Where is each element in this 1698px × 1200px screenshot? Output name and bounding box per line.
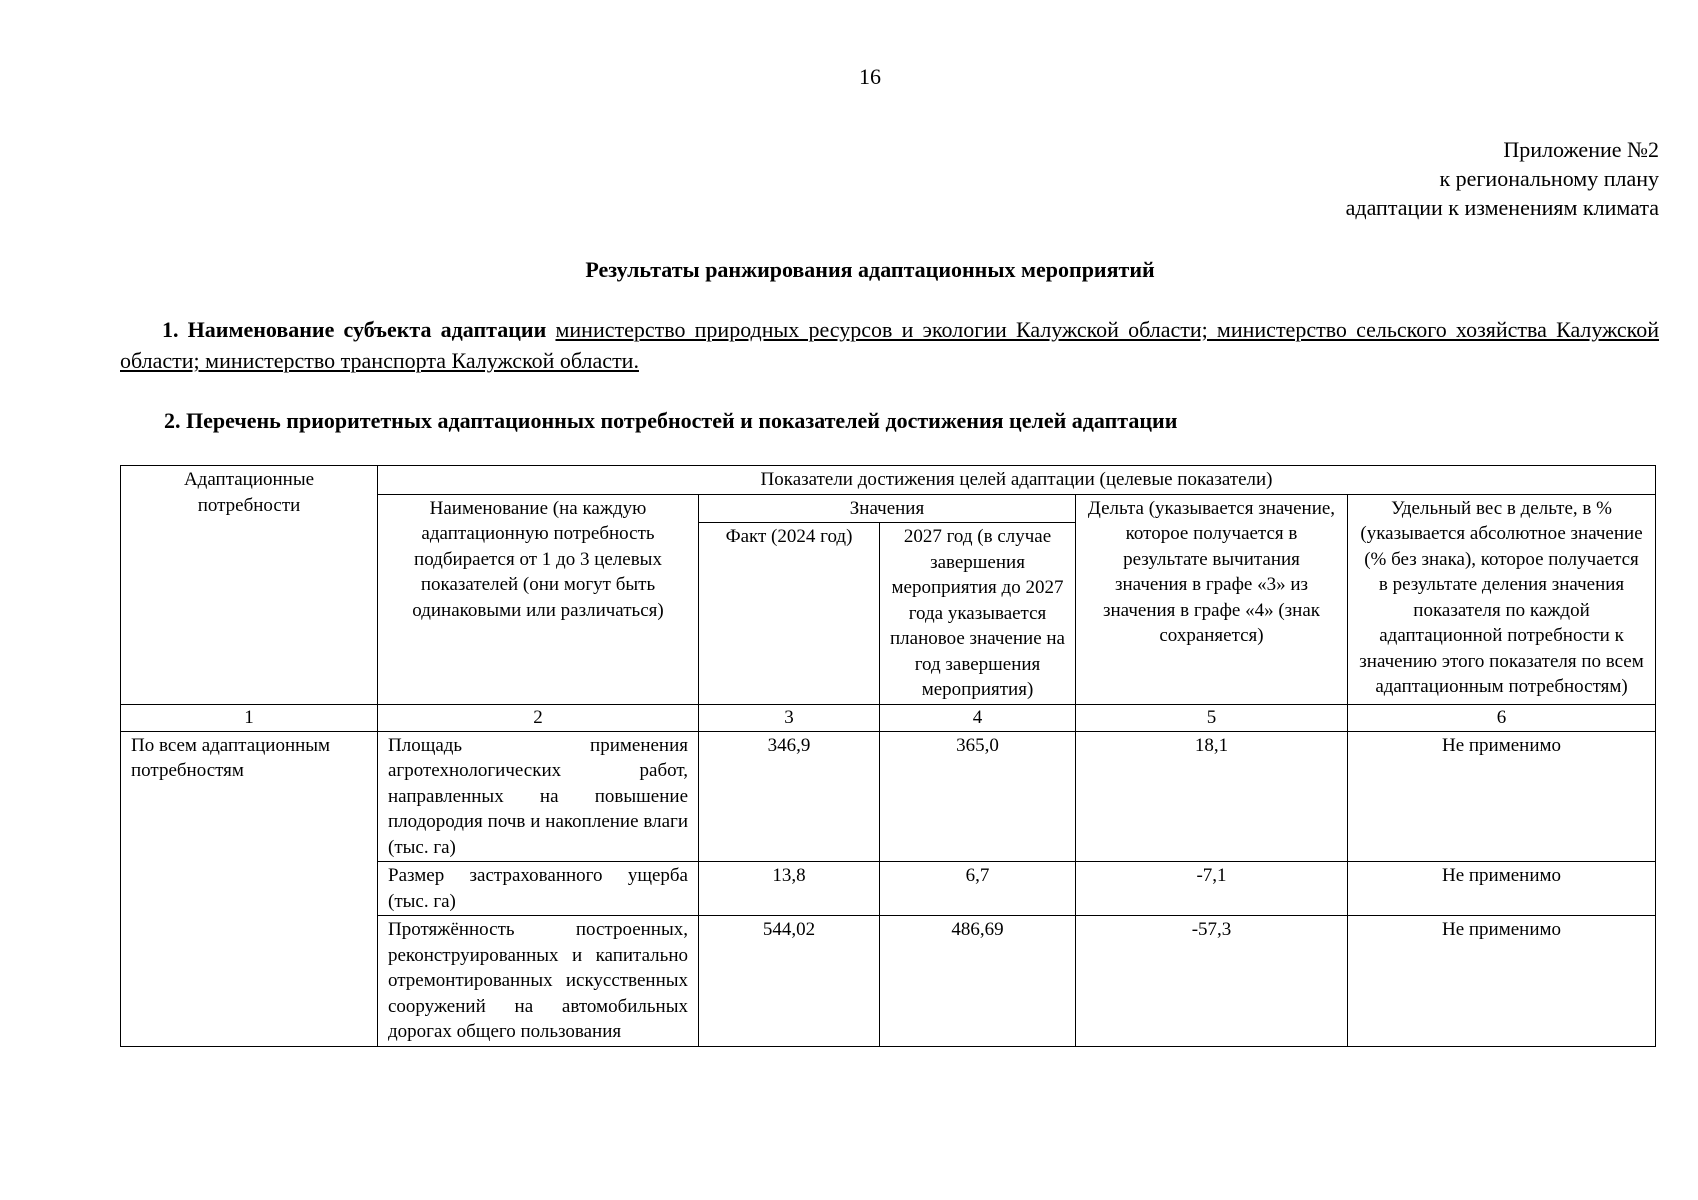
column-number: 2 <box>378 704 699 731</box>
adaptation-need-cell: По всем адаптационным потребностям <box>121 731 378 1046</box>
indicator-name-cell: Протяжённость построенных, реконструированных и капитально отремонтированных искусственных сооружений на автомобильных дорогах общего пользования <box>378 916 699 1047</box>
header-adaptation-needs: Адаптационные потребности <box>121 466 378 705</box>
section-1-value: министерство природных ресурсов и экологии Калужской области; министерство сельского хозяйства Калужской области; министерство транспорта Калужской области. <box>120 317 1660 373</box>
fact-value-cell: 544,02 <box>699 916 880 1047</box>
indicator-name-cell: Площадь применения агротехнологических работ, направленных на повышение плодородия почв и накопление влаги (тыс. га) <box>378 731 699 862</box>
table-row <box>121 731 1656 862</box>
column-number: 6 <box>1348 704 1656 731</box>
header-delta: Дельта (указывается значение, которое получается в результате вычитания значения в графе «3» из значения в графе «4» (знак сохраняется) <box>1076 494 1348 704</box>
appendix-block <box>1346 135 1659 222</box>
column-number: 3 <box>699 704 880 731</box>
delta-value-cell: -57,3 <box>1076 916 1348 1047</box>
weight-value-cell: Не применимо <box>1348 731 1656 862</box>
indicators-table <box>120 465 1656 1047</box>
header-indicator-name: Наименование (на каждую адаптационную потребность подбирается от 1 до 3 целевых показателей (они могут быть одинаковыми или различаться) <box>378 494 699 704</box>
header-indicators-group: Показатели достижения целей адаптации (целевые показатели) <box>378 466 1656 495</box>
appendix-line-1: Приложение №2 <box>1503 137 1659 162</box>
fact-value-cell: 346,9 <box>699 731 880 862</box>
column-number: 1 <box>121 704 378 731</box>
section-2-title: 2. Перечень приоритетных адаптационных потребностей и показателей достижения целей адаптации <box>164 408 1178 433</box>
appendix-line-2: к региональному плану <box>1439 166 1659 191</box>
header-plan: 2027 год (в случае завершения мероприятия до 2027 года указывается плановое значение на год завершения мероприятия) <box>880 523 1076 705</box>
column-number: 5 <box>1076 704 1348 731</box>
header-weight: Удельный вес в дельте, в % (указывается абсолютное значение (% без знака), которое получается в результате деления значения показателя по каждой адаптационной потребности к значению этого показателя по всем адаптационным потребностям) <box>1348 494 1656 704</box>
section-1-lead: 1. Наименование субъекта адаптации <box>162 317 547 342</box>
indicator-name-cell: Размер застрахованного ущерба (тыс. га) <box>378 862 699 916</box>
section-1 <box>120 314 1659 376</box>
weight-value-cell: Не применимо <box>1348 916 1656 1047</box>
delta-value-cell: -7,1 <box>1076 862 1348 916</box>
header-values-group: Значения <box>699 494 1076 523</box>
delta-value-cell: 18,1 <box>1076 731 1348 862</box>
header-row-1 <box>121 466 1656 495</box>
plan-value-cell: 6,7 <box>880 862 1076 916</box>
column-numbers-row <box>121 704 1656 731</box>
plan-value-cell: 365,0 <box>880 731 1076 862</box>
column-number: 4 <box>880 704 1076 731</box>
header-fact: Факт (2024 год) <box>699 523 880 705</box>
page-number: 16 <box>859 64 881 89</box>
weight-value-cell: Не применимо <box>1348 862 1656 916</box>
plan-value-cell: 486,69 <box>880 916 1076 1047</box>
fact-value-cell: 13,8 <box>699 862 880 916</box>
appendix-line-3: адаптации к изменениям климата <box>1345 195 1659 220</box>
document-title: Результаты ранжирования адаптационных мероприятий <box>585 257 1155 282</box>
